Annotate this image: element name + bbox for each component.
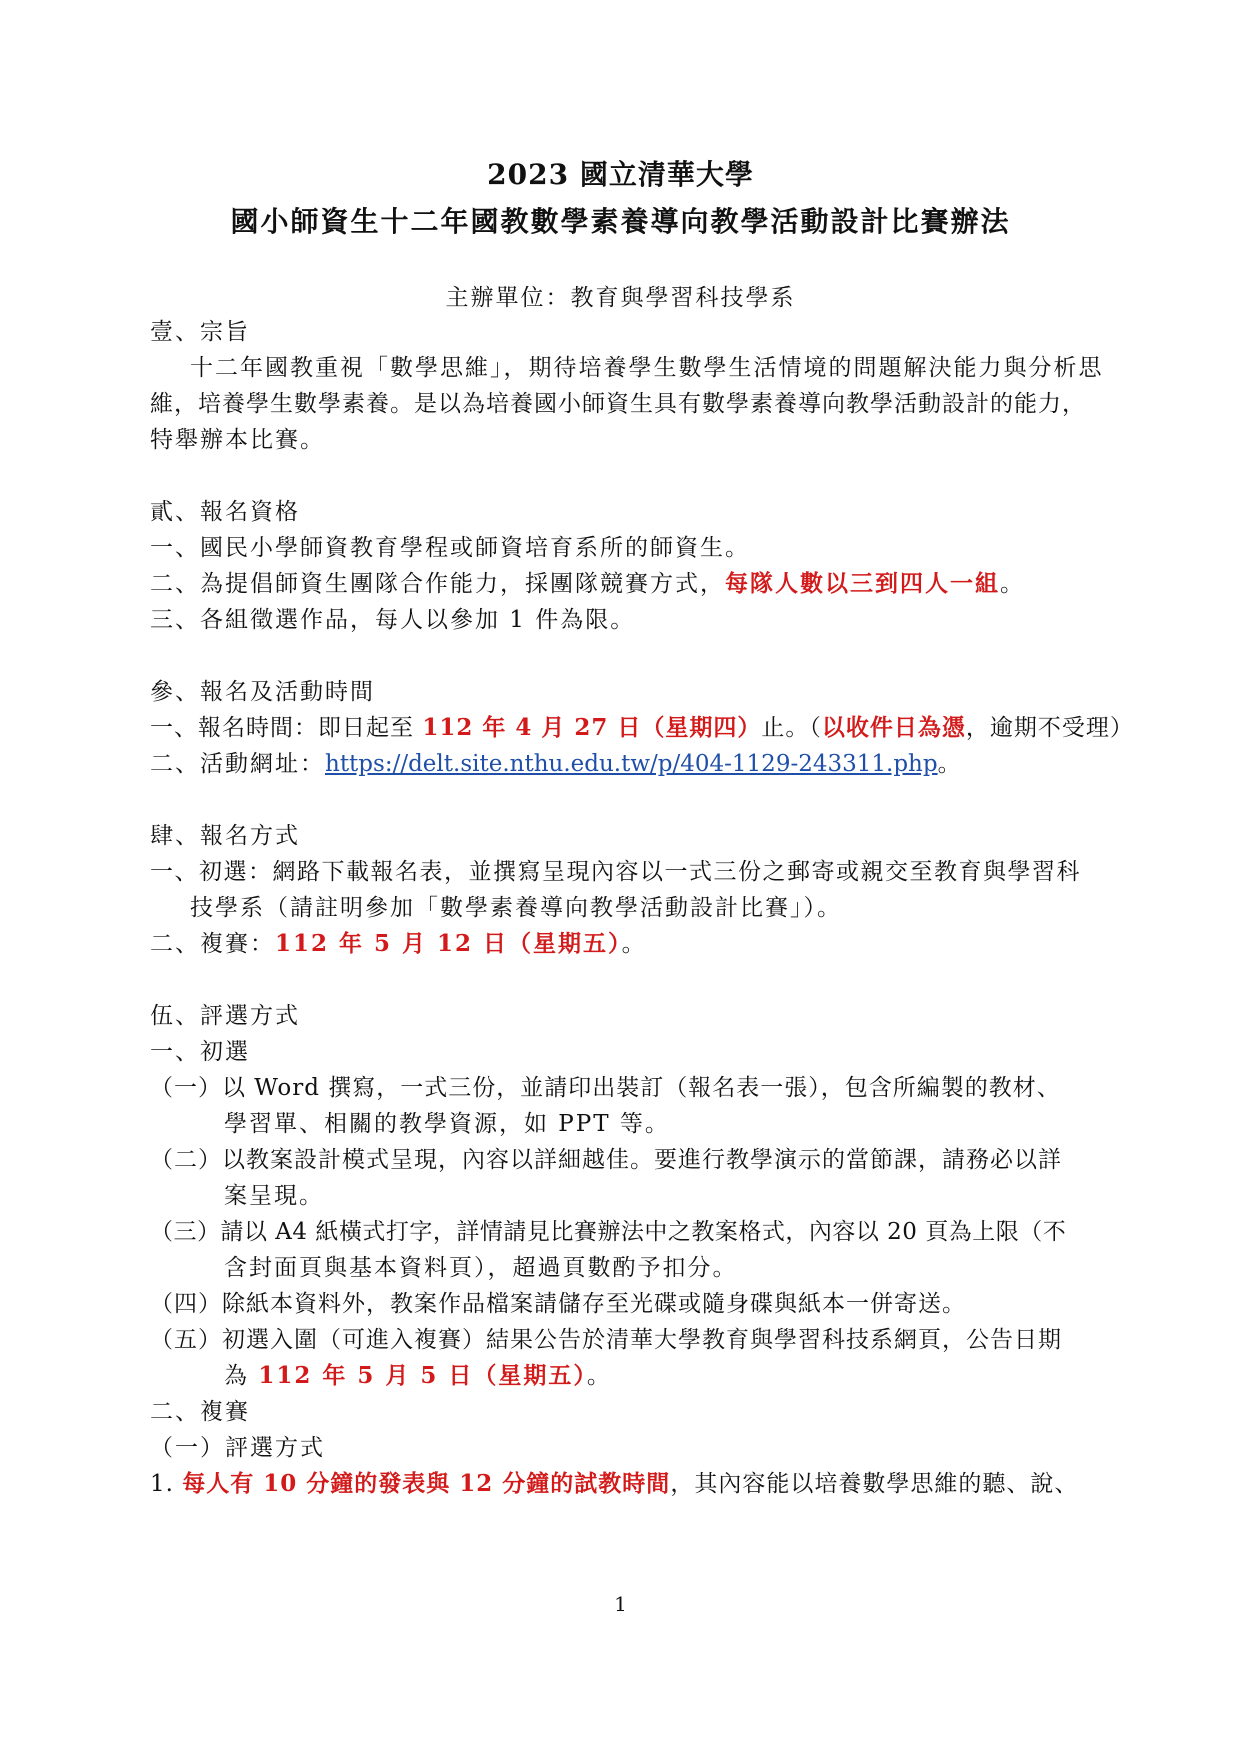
presentation-time-highlight: 每人有 10 分鐘的發表與 12 分鐘的試教時間 [182,1470,671,1497]
judging-subheading: （一）評選方式 [150,1435,325,1461]
eligibility-item-text: 二、為提倡師資生團隊合作能力，採團隊競賽方式， [150,571,725,597]
judging-item-continued [224,1358,1091,1394]
judging-item-continued: 學習單、相關的教學資源，如 PPT 等。 [224,1111,670,1137]
section-heading-judging: 伍、評選方式 [150,1003,300,1029]
final-date-highlight: 112 年 5 月 12 日（星期五） [275,930,622,957]
schedule-item-text: ，逾期不受理） [965,715,1134,741]
schedule-item [150,710,1134,746]
judging-item-text: 為 [224,1363,259,1389]
eligibility-item-text: 。 [1000,571,1025,597]
organizer-line: 主辦單位：教育與學習科技學系 [445,285,796,311]
schedule-item-text: 二、活動網址： [150,751,325,777]
judging-subheading: 二、複賽 [150,1399,250,1425]
team-size-highlight: 每隊人數以三到四人一組 [725,570,1000,597]
judging-item: （三）請以 A4 紙橫式打字，詳情請見比賽辦法中之教案格式，內容以 20 頁為上限（不 [150,1219,1067,1245]
section-heading-purpose: 壹、宗旨 [150,319,250,345]
schedule-item [150,746,1091,782]
purpose-paragraph-line: 十二年國教重視「數學思維」，期待培養學生數學生活情境的問題解決能力與分析思 [190,355,1104,381]
receipt-date-highlight: 以收件日為憑 [821,714,966,741]
section-heading-eligibility: 貳、報名資格 [150,499,300,525]
document-title-year: 2023 國立清華大學 [487,158,754,191]
deadline-highlight: 112 年 4 月 27 日（星期四） [422,714,762,741]
page-number: 1 [614,1592,627,1616]
eligibility-item [150,566,1091,602]
registration-item-text: 。 [621,931,647,957]
judging-numbered-item [150,1466,1091,1502]
judging-item: （一）以 Word 撰寫，一式三份，並請印出裝訂（報名表一張），包含所編製的教材、 [150,1075,1061,1101]
judging-item-text: 1. [150,1471,183,1497]
eligibility-item: 三、各組徵選作品，每人以參加 1 件為限。 [150,607,636,633]
document-title: 國小師資生十二年國教數學素養導向教學活動設計比賽辦法 [230,205,1011,238]
judging-item-text: ，其內容能以培養數學思維的聽、說、 [670,1471,1079,1497]
schedule-item-text: 一、報名時間：即日起至 [150,715,423,741]
judging-item-text: 。 [586,1363,612,1389]
section-heading-schedule: 參、報名及活動時間 [150,679,375,705]
section-heading-registration: 肆、報名方式 [150,823,300,849]
announcement-date-highlight: 112 年 5 月 5 日（星期五） [258,1362,587,1389]
purpose-paragraph-line: 維，培養學生數學素養。是以為培養國小師資生具有數學素養導向教學活動設計的能力， [150,391,1086,417]
eligibility-item: 一、國民小學師資教育學程或師資培育系所的師資生。 [150,535,750,561]
schedule-item-text: 止。（ [761,715,822,741]
purpose-paragraph-line: 特舉辦本比賽。 [150,427,325,453]
judging-item-continued: 案呈現。 [224,1183,324,1209]
registration-item-continued: 技學系（請註明參加「數學素養導向教學活動設計比賽」）。 [190,895,842,921]
judging-item: （二）以教案設計模式呈現，內容以詳細越佳。要進行教學演示的當節課，請務必以詳 [150,1147,1062,1173]
event-website-link[interactable]: https://delt.site.nthu.edu.tw/p/404-1129-243311.php [325,751,938,777]
registration-item-text: 二、複賽： [150,931,275,957]
registration-item [150,926,1091,962]
schedule-item-text: 。 [937,751,963,777]
registration-item: 一、初選：網路下載報名表，並撰寫呈現內容以一式三份之郵寄或親交至教育與學習科 [150,859,1081,885]
judging-item: （四）除紙本資料外，教案作品檔案請儲存至光碟或隨身碟與紙本一併寄送。 [150,1291,966,1317]
judging-item-continued: 含封面頁與基本資料頁），超過頁數酌予扣分。 [224,1255,738,1281]
judging-item: （五）初選入圍（可進入複賽）結果公告於清華大學教育與學習科技系網頁，公告日期 [150,1327,1062,1353]
judging-subheading: 一、初選 [150,1039,250,1065]
